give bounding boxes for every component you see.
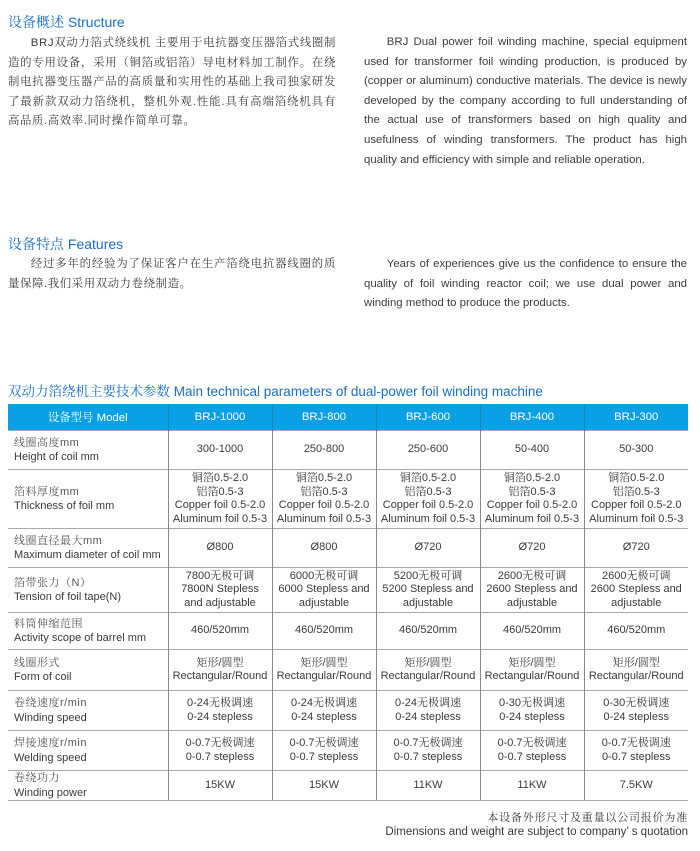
- row-label-en: Welding speed: [14, 751, 87, 764]
- column-header-brj-800: BRJ-800: [272, 404, 376, 431]
- table-cell: [480, 731, 584, 771]
- cell-line: Ø720: [414, 541, 442, 554]
- cell-line: Aluminum foil 0.5-3: [589, 512, 684, 525]
- table-cell: [272, 691, 376, 731]
- table-cell: [584, 529, 688, 568]
- cell-line: 460/520mm: [398, 624, 458, 637]
- row-label-en: Winding power: [14, 786, 87, 799]
- cell-line: 0-0.7无极调速: [393, 737, 463, 749]
- cell-line: 460/520mm: [607, 624, 666, 637]
- row-label-en: Activity scope of barrel mm: [14, 632, 147, 644]
- cell-line: 15KW: [309, 778, 339, 791]
- table-body: [8, 431, 688, 801]
- column-header-brj-1000: BRJ-1000: [168, 404, 272, 431]
- cell-line: Rectangular/Round: [276, 670, 372, 682]
- cell-line: and adjustable: [184, 596, 256, 609]
- row-label-cn: 箔带张力（N）: [14, 576, 92, 589]
- row-label-cn: 线圈形式: [14, 656, 60, 669]
- table-cell: [584, 771, 688, 801]
- cell-line: 铝箔0.5-3: [196, 485, 244, 498]
- table-cell: [168, 568, 272, 613]
- cell-line: adjustable: [506, 596, 558, 609]
- cell-line: adjustable: [402, 596, 454, 609]
- cell-line: Copper foil 0.5-2.0: [278, 499, 370, 511]
- cell-line: 460/520mm: [294, 624, 354, 637]
- table-cell: [376, 650, 480, 691]
- cell-line: Aluminum foil 0.5-3: [276, 512, 372, 525]
- cell-line: 0-24无极调速: [186, 697, 254, 709]
- table-cell: [480, 529, 584, 568]
- table-cell: [272, 613, 376, 650]
- cell-line: Rectangular/Round: [588, 670, 684, 682]
- cell-line: Copper foil 0.5-2.0: [486, 499, 578, 511]
- table-cell: [376, 431, 480, 470]
- column-header-brj-600: BRJ-600: [376, 404, 480, 431]
- table-cell: [376, 731, 480, 771]
- cell-line: 铜箔0.5-2.0: [191, 472, 249, 484]
- table-row: [8, 613, 688, 650]
- table-cell: [480, 431, 584, 470]
- table-cell: [168, 431, 272, 470]
- table-cell: [168, 691, 272, 731]
- cell-line: Ø720: [518, 541, 546, 554]
- cell-line: 0-24无极调速: [394, 697, 462, 709]
- cell-line: Rectangular/Round: [380, 670, 476, 682]
- cell-line: 0-0.7 stepless: [602, 750, 671, 763]
- features-text-en: Years of experiences give us the confidence to ensure the quality of foil winding reactor coil; we use dual power and winding method to produce the products.: [364, 258, 687, 310]
- table-cell: [480, 568, 584, 613]
- cell-line: Aluminum foil 0.5-3: [380, 512, 476, 525]
- row-label-en: Maximum diameter of coil mm: [14, 549, 161, 561]
- table-cell: [272, 650, 376, 691]
- cell-line: 0-24 stepless: [395, 710, 461, 723]
- table-row: [8, 771, 688, 801]
- table-cell: [584, 731, 688, 771]
- cell-line: 0-30无极调速: [603, 697, 670, 709]
- column-header-brj-300: BRJ-300: [584, 404, 688, 431]
- cell-line: Aluminum foil 0.5-3: [172, 512, 268, 525]
- cell-line: 0-0.7无极调速: [185, 737, 255, 749]
- cell-line: 铜箔0.5-2.0: [399, 472, 457, 484]
- row-label: [8, 470, 168, 529]
- cell-line: 铜箔0.5-2.0: [608, 472, 665, 484]
- cell-line: 铜箔0.5-2.0: [503, 472, 561, 484]
- row-label: [8, 771, 168, 801]
- cell-line: Aluminum foil 0.5-3: [484, 512, 580, 525]
- structure-text-cn: BRJ双动力箔式绕线机 主要用于电抗器变压器箔式线圈制造的专用设备，采用（铜箔或铝箔）导电材料加工制作。在绕制电抗器变压器产品的高质量和实用性的基础上我司独家研发了最新款双动力箔绕机，整机外观.性能.具有高端箔绕机具有高品质.高效率.同时操作简单可靠。: [8, 37, 336, 128]
- cell-line: 铝箔0.5-3: [300, 485, 348, 498]
- cell-line: 矩形/圆型: [612, 656, 660, 669]
- cell-line: 460/520mm: [190, 624, 250, 637]
- row-label-cn: 线圈高度mm: [14, 436, 80, 449]
- cell-line: 7800N Stepless: [181, 583, 259, 596]
- table-cell: [480, 691, 584, 731]
- table-cell: [272, 470, 376, 529]
- cell-line: 0-0.7 stepless: [393, 750, 463, 763]
- table-cell: [376, 568, 480, 613]
- cell-line: 矩形/圆型: [300, 656, 348, 669]
- cell-line: 0-24 stepless: [291, 710, 357, 723]
- table-cell: [584, 470, 688, 529]
- row-label-cn: 线圈直径最大mm: [14, 534, 103, 547]
- table-row: [8, 431, 688, 470]
- cell-line: 50-300: [619, 443, 654, 456]
- cell-line: 15KW: [205, 778, 235, 791]
- row-label: [8, 650, 168, 691]
- row-label: [8, 731, 168, 771]
- cell-line: 11KW: [517, 778, 547, 791]
- cell-line: 矩形/圆型: [196, 656, 244, 669]
- cell-line: 7.5KW: [619, 778, 653, 791]
- cell-line: 铝箔0.5-3: [612, 485, 660, 498]
- cell-line: Ø800: [310, 541, 338, 554]
- footnote-en: Dimensions and weight are subject to company’ s quotation: [385, 826, 688, 838]
- cell-line: 0-0.7 stepless: [289, 750, 359, 763]
- table-header-row: [8, 404, 688, 431]
- cell-line: 6000无极可调: [289, 569, 359, 582]
- parameters-table: [8, 404, 688, 801]
- row-label-en: Thickness of foil mm: [14, 500, 115, 512]
- row-label-en: Form of coil: [14, 671, 72, 683]
- cell-line: Copper foil 0.5-2.0: [174, 499, 266, 511]
- table-cell: [376, 529, 480, 568]
- table-cell: [168, 613, 272, 650]
- table-cell: [168, 771, 272, 801]
- cell-line: 11KW: [413, 778, 443, 791]
- cell-line: 2600 Stepless and: [590, 583, 682, 596]
- cell-line: 300-1000: [196, 443, 244, 456]
- table-cell: [168, 650, 272, 691]
- cell-line: 2600无极可调: [497, 569, 567, 582]
- table-cell: [168, 731, 272, 771]
- cell-line: 7800无极可调: [185, 569, 255, 582]
- cell-line: 2600无极可调: [602, 569, 671, 582]
- table-cell: [272, 431, 376, 470]
- table-row: [8, 691, 688, 731]
- row-label-en: Winding speed: [14, 711, 87, 724]
- row-label-cn: 料筒伸缩范围: [14, 617, 83, 630]
- table-cell: [584, 691, 688, 731]
- table-cell: [584, 568, 688, 613]
- cell-line: 2600 Stepless and: [486, 583, 578, 596]
- table-cell: [376, 613, 480, 650]
- cell-line: 0-24 stepless: [603, 710, 669, 723]
- parameters-title: 双动力箔绕机主要技术参数 Main technical parameters of dual-power foil winding machine: [8, 384, 543, 399]
- table-row: [8, 529, 688, 568]
- cell-line: 0-0.7 stepless: [185, 750, 255, 763]
- table-row: [8, 470, 688, 529]
- cell-line: Ø720: [622, 541, 650, 554]
- cell-line: Copper foil 0.5-2.0: [591, 499, 682, 511]
- row-label-cn: 焊接速度r/min: [14, 737, 87, 749]
- row-label: [8, 691, 168, 731]
- table-cell: [168, 529, 272, 568]
- row-label-en: Tension of foil tape(N): [14, 591, 121, 603]
- row-label: [8, 613, 168, 650]
- table-cell: [272, 529, 376, 568]
- cell-line: 铜箔0.5-2.0: [295, 472, 353, 484]
- table-cell: [480, 470, 584, 529]
- table-cell: [480, 771, 584, 801]
- cell-line: 0-24 stepless: [499, 710, 565, 723]
- cell-line: 0-0.7 stepless: [497, 750, 567, 763]
- row-label-en: Height of coil mm: [14, 451, 99, 463]
- cell-line: 6000 Stepless and: [278, 583, 370, 596]
- table-cell: [272, 568, 376, 613]
- cell-line: Rectangular/Round: [172, 670, 268, 682]
- table-cell: [272, 731, 376, 771]
- cell-line: 0-30无极调速: [498, 697, 566, 709]
- row-label: [8, 568, 168, 613]
- column-header-model: 设备型号 Model: [8, 404, 168, 431]
- cell-line: adjustable: [611, 596, 662, 609]
- table-row: [8, 731, 688, 771]
- features-title: 设备特点 Features: [8, 236, 124, 252]
- table-cell: [376, 470, 480, 529]
- table-cell: [376, 691, 480, 731]
- cell-line: 250-800: [303, 443, 345, 456]
- cell-line: 0-24无极调速: [290, 697, 358, 709]
- cell-line: 0-0.7无极调速: [289, 737, 359, 749]
- cell-line: adjustable: [298, 596, 350, 609]
- features-text-cn: 经过多年的经验为了保证客户在生产箔绕电抗器线圈的质量保障.我们采用双动力卷绕制造。: [8, 258, 336, 290]
- table-cell: [168, 470, 272, 529]
- table-cell: [584, 431, 688, 470]
- cell-line: 矩形/圆型: [404, 656, 452, 669]
- footnote-cn: 本设备外形尺寸及重量以公司报价为准: [487, 812, 688, 824]
- table-cell: [480, 613, 584, 650]
- row-label-cn: 卷绕功力: [14, 772, 60, 784]
- column-header-brj-400: BRJ-400: [480, 404, 584, 431]
- cell-line: 460/520mm: [502, 624, 562, 637]
- structure-text-en: BRJ Dual power foil winding machine, special equipment used for transformer foil winding production, is produced by (copper or aluminum) conductive materials. The device is newly developed by the company according to full understanding of the actual use of transformers based on high quality and usefulness of winding transformers. The product has high quality and efficiency with simple and reliable operation.: [364, 36, 687, 166]
- cell-line: Copper foil 0.5-2.0: [382, 499, 474, 511]
- table-row: [8, 650, 688, 691]
- cell-line: Rectangular/Round: [484, 670, 580, 682]
- cell-line: 0-0.7无极调速: [601, 737, 671, 749]
- cell-line: 5200无极可调: [393, 569, 463, 582]
- cell-line: 250-600: [407, 443, 449, 456]
- cell-line: Ø800: [206, 541, 234, 554]
- table-cell: [480, 650, 584, 691]
- table-cell: [272, 771, 376, 801]
- structure-title: 设备概述 Structure: [8, 14, 125, 30]
- table-cell: [584, 650, 688, 691]
- table-cell: [584, 613, 688, 650]
- cell-line: 0-24 stepless: [187, 710, 253, 723]
- row-label-cn: 箔料厚度mm: [14, 485, 80, 498]
- row-label-cn: 卷绕速度r/min: [14, 697, 87, 709]
- cell-line: 5200 Stepless and: [382, 583, 474, 596]
- cell-line: 0-0.7无极调速: [497, 737, 567, 749]
- row-label: [8, 431, 168, 470]
- table-cell: [376, 771, 480, 801]
- row-label: [8, 529, 168, 568]
- cell-line: 50-400: [514, 443, 550, 456]
- table-row: [8, 568, 688, 613]
- cell-line: 矩形/圆型: [508, 656, 556, 669]
- cell-line: 铝箔0.5-3: [404, 485, 452, 498]
- cell-line: 铝箔0.5-3: [508, 485, 556, 498]
